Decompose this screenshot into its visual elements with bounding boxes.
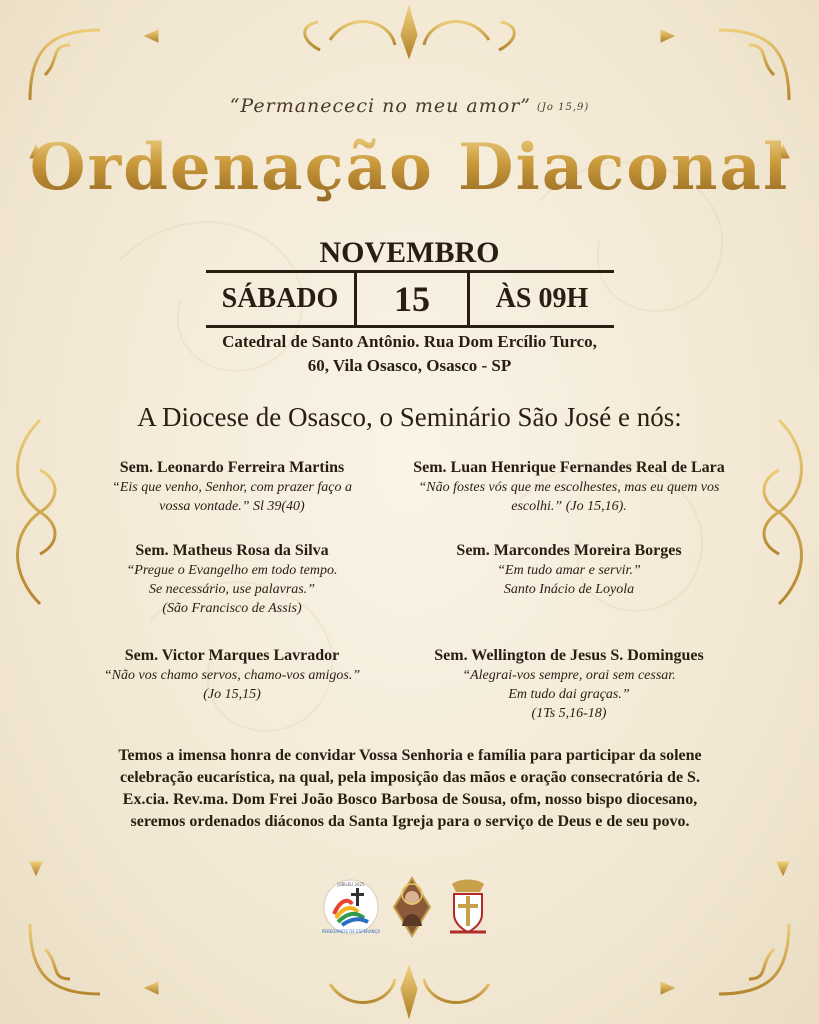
seminarian-quote: Santo Inácio de Loyola [503, 582, 635, 597]
jubilee-logo-text: PEREGRINOS DE ESPERANÇA [322, 929, 380, 934]
top-flourish-icon [305, 10, 515, 55]
seminarian-quote: “Pregue o Evangelho em todo tempo. [126, 563, 338, 578]
seminarian-quote: “Não fostes vós que me escolhestes, mas eu quem vos [418, 480, 720, 495]
seminarian-quote: “Alegrai-vos sempre, orai sem cessar. [462, 668, 676, 683]
seminarian-quote: Se necessário, use palavras.” [148, 582, 316, 597]
diocese-coat-of-arms-icon [444, 876, 492, 938]
seminarian-quote: Em tudo dai graças.” [508, 687, 630, 702]
seminarian-card [52, 646, 412, 704]
seminarian-quote: “Eis que venho, Senhor, com prazer faço a [112, 480, 352, 495]
date-box [206, 270, 614, 328]
event-day: 15 [394, 279, 430, 319]
seminarian-name: Sem. Matheus Rosa da Silva [135, 542, 329, 559]
seminarian-card [52, 458, 412, 516]
seminarian-name: Sem. Victor Marques Lavrador [124, 647, 340, 664]
jubilee-logo-year: JUBILEU 2025 [337, 882, 365, 887]
address-line: Catedral de Santo Antônio. Rua Dom Ercílio Turco, [222, 332, 597, 351]
seminarian-quote: (1Ts 5,16-18) [531, 706, 607, 721]
seminarian-name: Sem. Leonardo Ferreira Martins [119, 459, 345, 476]
invitation-text: Temos a imensa honra de convidar Vossa Senhoria e família para participar da solene celebração eucarística, na qual, pela imposição das mãos e oração consecratória de S. Ex.cia. Rev.ma. Dom Frei João Bosco Barbosa de Sousa, ofm, nosso bispo diocesano, seremos ordenados diáconos da Santa Igreja para o serviço de Deus e de seu povo. [118, 747, 702, 830]
seminarian-quote: escolhi.” (Jo 15,16). [511, 499, 627, 514]
scripture-quote [0, 95, 819, 117]
bottom-flourish-icon [330, 969, 489, 1014]
jubilee-logo-icon [322, 878, 380, 936]
seminarian-quote: “Em tudo amar e servir.” [497, 563, 641, 578]
seminarian-card [374, 646, 764, 723]
scripture-quote-text: “Permanececi no meu amor” [229, 95, 531, 117]
seminarian-card [52, 541, 412, 618]
seminarian-card [374, 458, 764, 516]
page-title: Ordenação Diaconal [0, 130, 819, 205]
seminarian-quote: (São Francisco de Assis) [162, 601, 302, 616]
seminarian-quote: “Não vos chamo servos, chamo-vos amigos.” [103, 668, 361, 683]
seminarian-name: Sem. Wellington de Jesus S. Domingues [434, 647, 704, 664]
seminarian-quote: vossa vontade.” Sl 39(40) [159, 499, 305, 514]
seminarian-card [374, 541, 764, 599]
section-heading: A Diocese de Osasco, o Seminário São José e nós: [137, 402, 682, 432]
seminarian-quote: (Jo 15,15) [203, 687, 261, 702]
event-weekday: SÁBADO [221, 283, 339, 314]
event-time: ÀS 09H [495, 283, 589, 314]
seminarian-name: Sem. Marcondes Moreira Borges [456, 542, 682, 559]
seminarian-name: Sem. Luan Henrique Fernandes Real de Lara [413, 459, 725, 476]
scripture-quote-ref: (Jo 15,9) [537, 101, 590, 113]
event-month: NOVEMBRO [319, 236, 500, 269]
address-line: 60, Vila Osasco, Osasco - SP [307, 356, 512, 375]
saint-image-icon [392, 876, 432, 938]
event-address [0, 330, 819, 378]
